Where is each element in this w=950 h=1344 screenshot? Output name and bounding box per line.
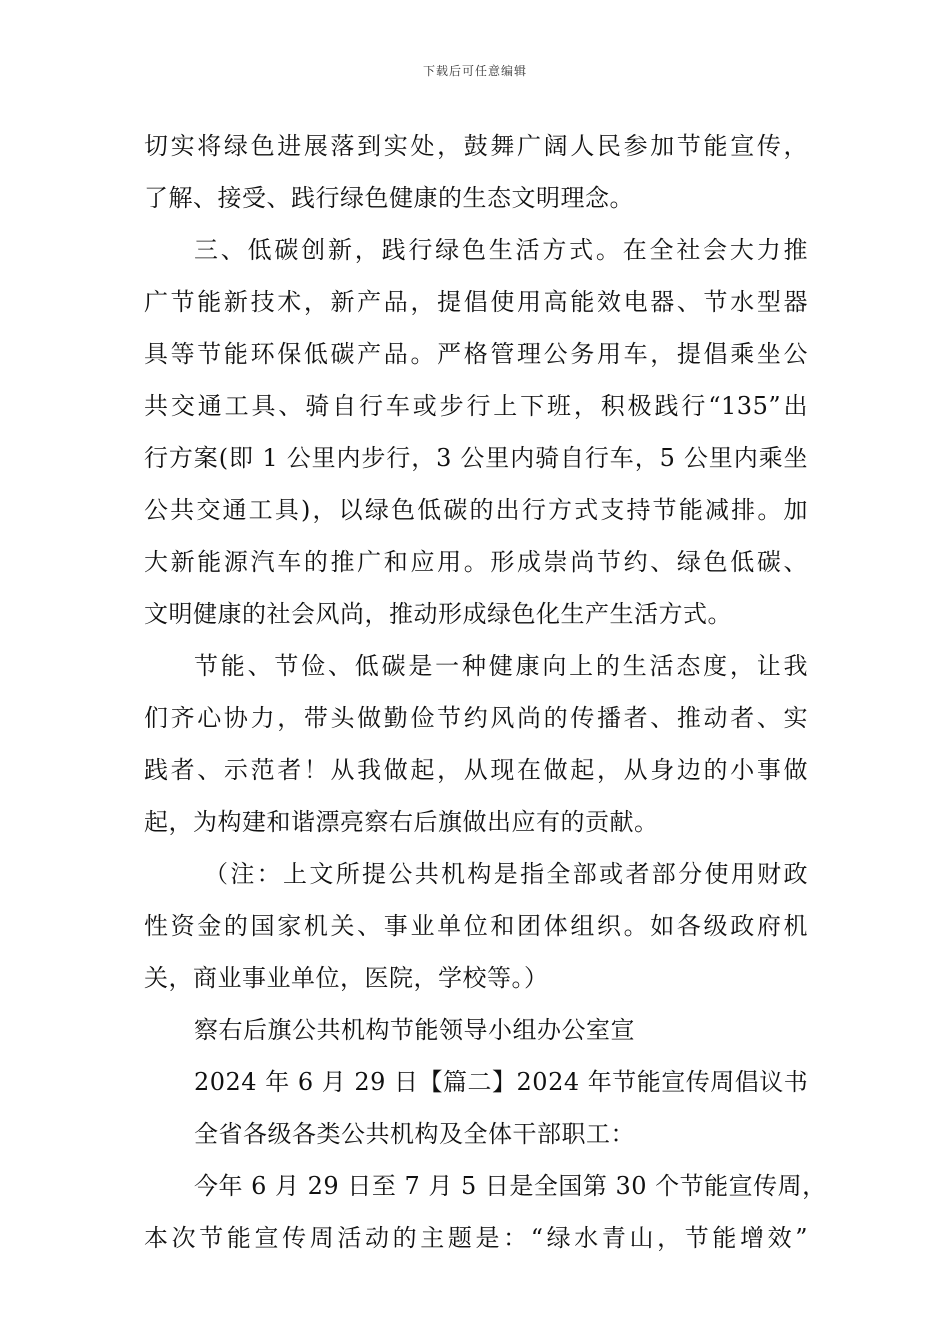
- text-line: 性资金的国家机关、事业单位和团体组织。如各级政府机: [144, 912, 808, 940]
- text-line: 关，商业事业单位，医院，学校等。）: [144, 964, 549, 992]
- text-line: 察右后旗公共机构节能领导小组办公室宣: [194, 1016, 635, 1044]
- text-line: 践者、示范者！从我做起，从现在做起，从身边的小事做: [144, 756, 808, 784]
- text-line: 今年 6 月 29 日至 7 月 5 日是全国第 30 个节能宣传周，: [194, 1172, 827, 1200]
- text-line: 三、低碳创新，践行绿色生活方式。在全社会大力推: [194, 236, 808, 264]
- text-line: 了解、接受、践行绿色健康的生态文明理念。: [144, 184, 634, 212]
- page-header: 下载后可任意编辑: [422, 64, 527, 78]
- text-line: 切实将绿色进展落到实处，鼓舞广阔人民参加节能宣传，: [144, 132, 808, 160]
- text-line: 文明健康的社会风尚，推动形成绿色化生产生活方式。: [144, 600, 732, 628]
- text-line: 大新能源汽车的推广和应用。形成崇尚节约、绿色低碳、: [144, 548, 808, 576]
- text-line: 本次节能宣传周活动的主题是：“绿水青山，节能增效”: [144, 1224, 808, 1252]
- text-line: 具等节能环保低碳产品。严格管理公务用车，提倡乘坐公: [144, 340, 808, 368]
- text-line: 公共交通工具)，以绿色低碳的出行方式支持节能减排。加: [144, 496, 808, 524]
- text-line: 共交通工具、骑自行车或步行上下班，积极践行“135”出: [144, 392, 808, 420]
- text-line: 们齐心协力，带头做勤俭节约风尚的传播者、推动者、实: [144, 704, 808, 732]
- document-body: [144, 120, 827, 1264]
- text-line: 行方案(即 1 公里内步行，3 公里内骑自行车，5 公里内乘坐: [144, 444, 808, 472]
- text-line: 2024 年 6 月 29 日【篇二】2024 年节能宣传周倡议书: [194, 1068, 809, 1096]
- text-line: （注：上文所提公共机构是指全部或者部分使用财政: [204, 860, 808, 888]
- text-line: 节能、节俭、低碳是一种健康向上的生活态度，让我: [194, 652, 808, 680]
- text-line: 广节能新技术，新产品，提倡使用高能效电器、节水型器: [144, 288, 808, 316]
- text-line: 全省各级各类公共机构及全体干部职工：: [194, 1120, 635, 1148]
- text-line: 起，为构建和谐漂亮察右后旗做出应有的贡献。: [144, 808, 659, 836]
